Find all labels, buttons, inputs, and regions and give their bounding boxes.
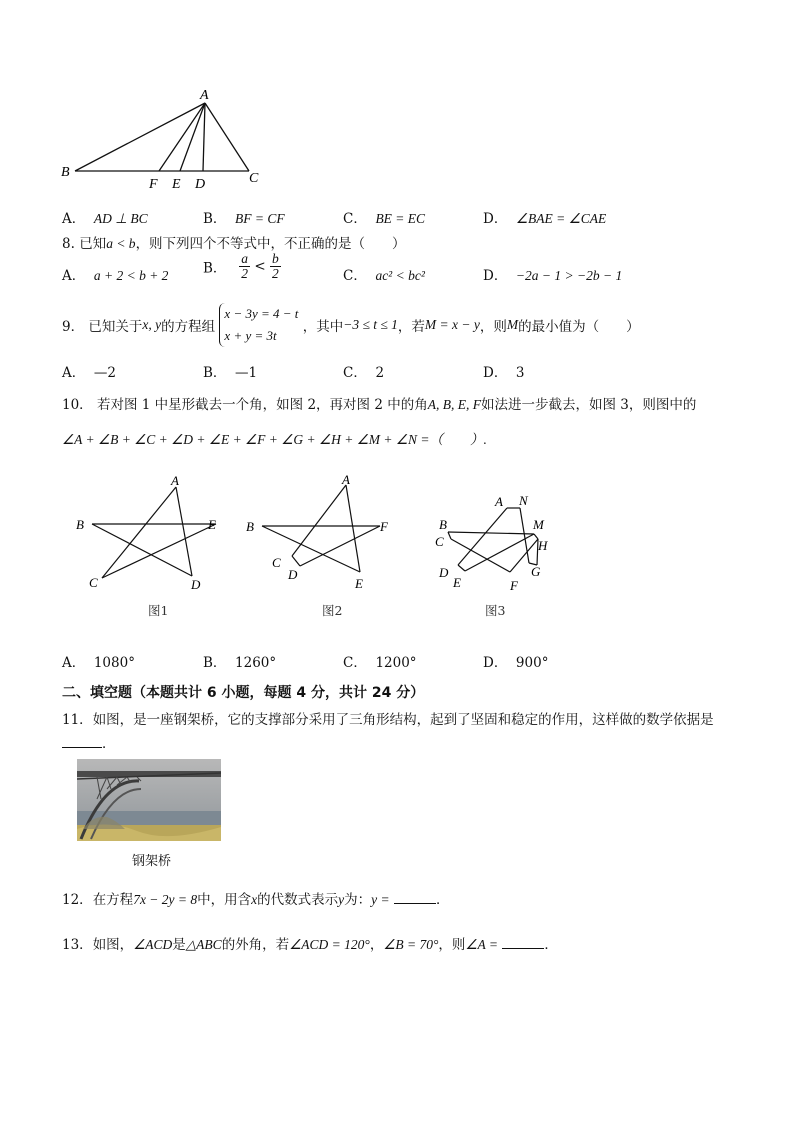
q7-option-d[interactable]: D． ∠BAE = ∠CAE [483,211,607,227]
label-c: C [249,171,259,186]
steel-bridge-photo [77,759,221,841]
figure-2-caption: 图2 [322,603,343,618]
label-e: E [172,177,181,192]
svg-text:E: E [453,575,461,590]
q10-figure-3-star [425,487,565,602]
svg-text:C: C [435,534,444,549]
svg-text:C: C [89,575,98,590]
svg-text:D: D [288,567,298,582]
svg-text:F: F [380,519,388,534]
svg-text:A: A [342,472,350,487]
q11-stem: 11．如图，是一座钢架桥，它的支撑部分采用了三角形结构，起到了坚固和稳定的作用，这样做的数学依据是 [62,712,714,728]
q8-option-d[interactable]: D． −2a − 1 > −2b − 1 [483,268,623,284]
q10-option-a[interactable]: A． 1080° [62,655,135,671]
fraction-b-over-2: $\frac{b}{2}$ [271,251,279,281]
q8-option-c[interactable]: C． ac² < bc² [343,268,425,284]
q10-option-b[interactable]: B． 1260° [203,655,277,671]
segment-ac [205,103,249,171]
svg-text:D: D [191,577,201,592]
segment-ad [203,103,205,171]
q8-stem: 8. 已知a < b，则下列四个不等式中，不正确的是（ ） [62,236,406,252]
q8-option-a[interactable]: A． a + 2 < b + 2 [62,268,169,284]
svg-text:A: A [171,473,179,488]
q13-stem: 13．如图，∠ACD是△ABC的外角，若∠ACD = 120°，∠B = 70°，则∠A = ． [62,937,558,953]
svg-text:B: B [439,517,447,532]
svg-text:E: E [208,517,216,532]
label-a: A [200,88,209,103]
q10-option-d[interactable]: D． 900° [483,655,549,671]
q10-stem-line1: 10． 若对图 1 中星形截去一个角，如图 2，再对图 2 中的角A, B, E, F如法进一步截去，如图 3，则图中的 [62,397,697,413]
svg-text:D: D [439,565,449,580]
q7-option-c[interactable]: C． BE = EC [343,211,426,227]
section-2-title: 二、填空题（本题共计 6 小题，每题 4 分，共计 24 分） [62,685,425,701]
label-b: B [61,165,70,180]
q9-option-a[interactable]: A． —2 [62,365,116,381]
q9-option-b[interactable]: B． —1 [203,365,258,381]
label-f: F [149,177,158,192]
q7-option-a[interactable]: A． AD ⊥ BC [62,211,148,227]
segment-ab [75,103,205,171]
svg-text:E: E [355,576,363,591]
svg-text:H: H [538,538,548,553]
equation-system: x − 3y = 4 − t x + y = 3t [219,303,298,347]
svg-text:F: F [510,578,518,593]
figure-1-caption: 图1 [148,603,169,618]
figure-3-caption: 图3 [485,603,506,618]
svg-text:B: B [76,517,84,532]
segment-af [159,103,205,171]
q8-option-b[interactable]: B． $\frac{a}{2}$ < $\frac{b}{2}$ [203,251,279,281]
svg-text:M: M [533,517,544,532]
label-d: D [195,177,206,192]
svg-text:N: N [519,493,528,508]
svg-text:A: A [495,494,503,509]
svg-text:B: B [246,519,254,534]
q9-option-c[interactable]: C． 2 [343,365,385,381]
q7-triangle-figure [55,85,275,195]
bridge-photo-caption: 钢架桥 [132,854,172,869]
q13-answer-blank[interactable] [502,936,544,949]
q7-option-b[interactable]: B． BF = CF [203,211,285,227]
q10-option-c[interactable]: C． 1200° [343,655,417,671]
q9-option-d[interactable]: D． 3 [483,365,525,381]
segment-ae [180,103,205,171]
q9-stem: 9． 已知关于x, y的方程组 x − 3y = 4 − t x + y = 3t ，其中−3 ≤ t ≤ 1，若M = x − y，则M的最小值为（ ） [62,303,640,347]
q11-answer-line[interactable]: ． [62,732,116,752]
q12-stem: 12．在方程7x − 2y = 8中，用含x的代数式表示y为：y = ． [62,892,450,908]
svg-text:C: C [272,555,281,570]
q10-stem-line2: ∠A + ∠B + ∠C + ∠D + ∠E + ∠F + ∠G + ∠H + ∠M + ∠N =（ ）. [62,432,487,447]
q12-answer-blank[interactable] [394,891,436,904]
q10-figure-2-star [240,470,400,600]
fraction-a-over-2: $\frac{a}{2}$ [241,251,249,281]
svg-text:G: G [531,564,541,579]
q10-figure-1-star [70,470,230,600]
